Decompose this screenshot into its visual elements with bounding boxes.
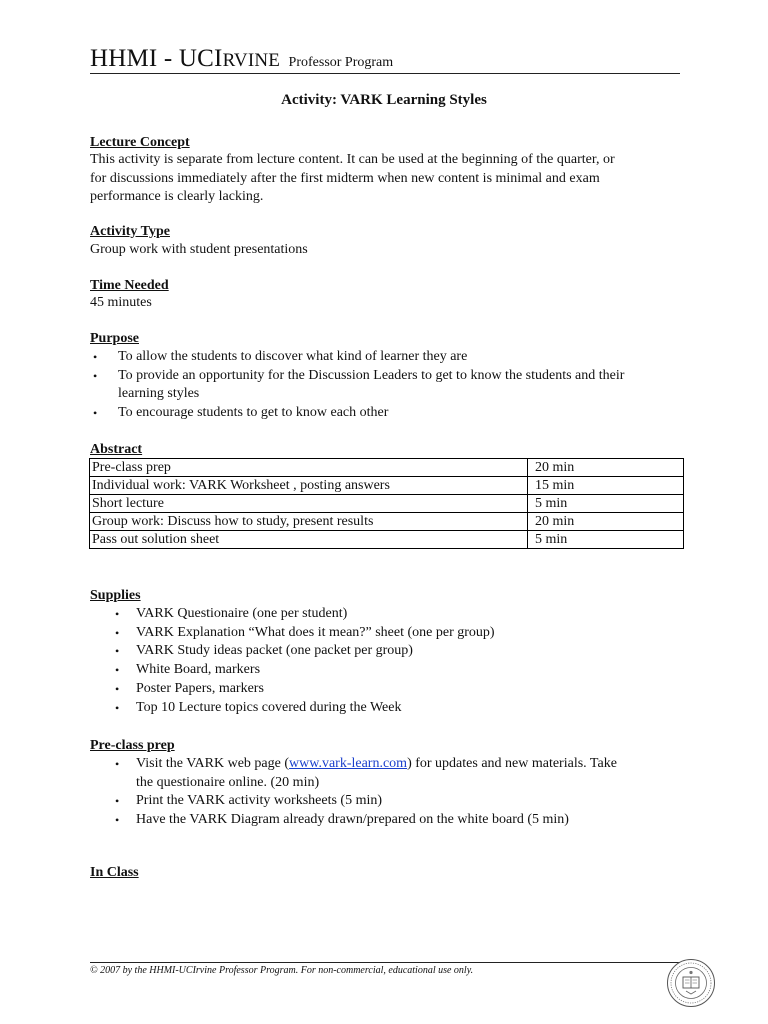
bullet-icon: • bbox=[115, 700, 120, 715]
activity-type-text: Group work with student presentations bbox=[90, 242, 308, 257]
abstract-task-cell: Pre-class prep bbox=[90, 459, 528, 477]
list-item-text: the questionaire online. (20 min) bbox=[136, 774, 320, 790]
bullet-icon: • bbox=[115, 813, 120, 828]
bullet-icon: • bbox=[115, 681, 120, 696]
bullet-icon: • bbox=[115, 644, 120, 659]
purpose-heading: Purpose bbox=[90, 331, 139, 346]
lecture-concept-text bbox=[90, 151, 615, 207]
vark-web-link[interactable]: www.vark-learn.com bbox=[289, 756, 408, 771]
list-item-text bbox=[136, 755, 690, 774]
list-item bbox=[90, 811, 690, 830]
list-item bbox=[90, 755, 690, 792]
footer-divider bbox=[90, 962, 680, 963]
activity-type-heading: Activity Type bbox=[90, 224, 170, 239]
table-row bbox=[90, 513, 684, 531]
list-item bbox=[90, 348, 690, 367]
list-item-text: Have the VARK Diagram already drawn/prepared on the white board (5 min) bbox=[136, 812, 569, 828]
list-item bbox=[90, 680, 690, 699]
table-row bbox=[90, 495, 684, 513]
time-needed-heading: Time Needed bbox=[90, 278, 169, 293]
brand-part-1: HHMI - UC bbox=[90, 45, 215, 72]
lecture-concept-line: for discussions immediately after the first midterm when new content is minimal and exam bbox=[90, 170, 600, 186]
list-item-text: VARK Explanation “What does it mean?” sheet (one per group) bbox=[136, 624, 495, 640]
bullet-icon: • bbox=[115, 607, 120, 621]
list-item-text: To provide an opportunity for the Discussion Leaders to get to know the students and their bbox=[118, 367, 625, 383]
list-item bbox=[90, 642, 690, 661]
supplies-heading: Supplies bbox=[90, 588, 141, 603]
document-header bbox=[90, 44, 680, 74]
brand-part-3: RVINE bbox=[222, 50, 281, 71]
preclass-heading: Pre-class prep bbox=[90, 738, 175, 753]
list-item bbox=[90, 624, 690, 643]
list-item-text: Top 10 Lecture topics covered during the Week bbox=[136, 699, 402, 715]
abstract-time-cell: 20 min bbox=[528, 459, 684, 477]
header-divider bbox=[90, 73, 680, 74]
list-item bbox=[90, 367, 690, 404]
abstract-table bbox=[89, 458, 684, 549]
list-item-text: Print the VARK activity worksheets (5 min) bbox=[136, 793, 383, 809]
list-item-text: VARK Questionaire (one per student) bbox=[136, 606, 348, 621]
preclass-item1-before: Visit the VARK web page ( bbox=[136, 756, 290, 771]
abstract-time-cell: 5 min bbox=[528, 531, 684, 549]
list-item-text: learning styles bbox=[118, 386, 200, 402]
abstract-task-cell: Individual work: VARK Worksheet , posting answers bbox=[90, 477, 528, 495]
brand-program: Professor Program bbox=[288, 55, 394, 70]
list-item-text: VARK Study ideas packet (one packet per group) bbox=[136, 643, 413, 659]
supplies-list bbox=[90, 605, 690, 717]
purpose-list bbox=[90, 348, 690, 423]
bullet-icon: • bbox=[93, 406, 98, 421]
list-item bbox=[90, 792, 690, 811]
abstract-task-cell: Short lecture bbox=[90, 495, 528, 513]
table-row bbox=[90, 531, 684, 549]
lecture-concept-line: This activity is separate from lecture content. It can be used at the beginning of the quarter, or bbox=[90, 152, 615, 167]
list-item bbox=[90, 699, 690, 718]
list-item-text: To allow the students to discover what kind of learner they are bbox=[118, 349, 468, 364]
bullet-icon: • bbox=[115, 794, 120, 809]
list-item bbox=[90, 404, 690, 423]
abstract-heading: Abstract bbox=[90, 442, 143, 457]
abstract-task-cell: Group work: Discuss how to study, present results bbox=[90, 513, 528, 531]
bullet-icon: • bbox=[115, 625, 120, 640]
abstract-time-cell: 5 min bbox=[528, 495, 684, 513]
bullet-icon: • bbox=[93, 368, 98, 383]
bullet-icon: • bbox=[115, 757, 120, 771]
table-row bbox=[90, 459, 684, 477]
list-item-text: White Board, markers bbox=[136, 662, 261, 678]
brand-part-2: I bbox=[214, 45, 223, 72]
list-item bbox=[90, 661, 690, 680]
table-row bbox=[90, 477, 684, 495]
lecture-concept-heading: Lecture Concept bbox=[90, 135, 190, 150]
list-item-text: Poster Papers, markers bbox=[136, 680, 264, 696]
abstract-task-cell: Pass out solution sheet bbox=[90, 531, 528, 549]
university-seal-icon bbox=[666, 958, 716, 1008]
list-item bbox=[90, 605, 690, 624]
lecture-concept-line: performance is clearly lacking. bbox=[90, 189, 264, 204]
bullet-icon: • bbox=[115, 663, 120, 678]
preclass-item1-after: ) for updates and new materials. Take bbox=[407, 756, 617, 771]
abstract-time-cell: 20 min bbox=[528, 513, 684, 531]
time-needed-text: 45 minutes bbox=[90, 295, 152, 310]
preclass-list bbox=[90, 755, 690, 830]
list-item-text: To encourage students to get to know each other bbox=[118, 405, 389, 421]
abstract-time-cell: 15 min bbox=[528, 477, 684, 495]
bullet-icon: • bbox=[93, 350, 98, 364]
footer-copyright: © 2007 by the HHMI-UCIrvine Professor Program. For non-commercial, educational use only. bbox=[90, 965, 474, 976]
page-title: Activity: VARK Learning Styles bbox=[281, 92, 487, 108]
in-class-heading: In Class bbox=[90, 865, 139, 880]
